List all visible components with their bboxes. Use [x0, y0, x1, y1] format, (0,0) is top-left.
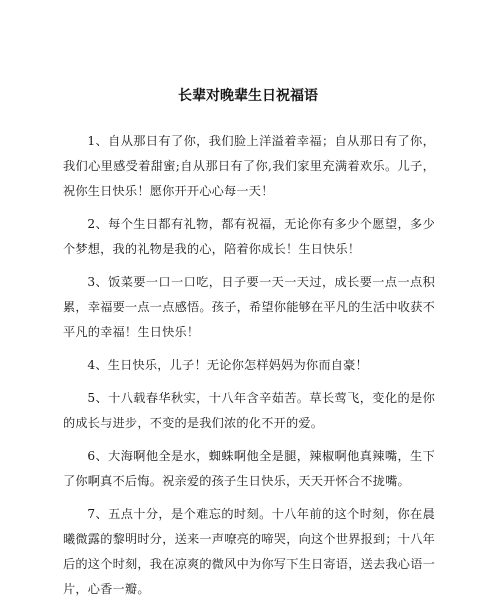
paragraph-2: 2、每个生日都有礼物，都有祝福，无论你有多少个愿望，多少个梦想，我的礼物是我的心，陪着你成长！生日快乐！ — [63, 217, 435, 256]
paragraph-1: 1、自从那日有了你，我们脸上洋溢着幸福；自从那日有了你，我们心里感受着甜蜜;自从那日有了你,我们家里充满着欢乐。儿子，祝你生日快乐！愿你开开心心每一天！ — [63, 134, 435, 198]
paragraph-7: 7、五点十分，是个难忘的时刻。十八年前的这个时刻，你在晨曦微露的黎明时分，送来一声嘹亮的啼哭，向这个世界报到；十八年后的这个时刻，我在凉爽的微风中为你写下生日寄语，送去我心语一片，心香一瓣。 — [63, 507, 435, 596]
paragraph-5: 5、十八载春华秋实，十八年含辛茹苦。草长莺飞，变化的是你的成长与进步，不变的是我们浓的化不开的爱。 — [63, 391, 435, 430]
paragraph-6: 6、大海啊他全是水，蜘蛛啊他全是腿，辣椒啊他真辣嘴，生下了你啊真不后悔。祝亲爱的孩子生日快乐，天天开怀合不拢嘴。 — [63, 449, 435, 488]
document-title: 长辈对晚辈生日祝福语 — [178, 88, 318, 104]
document-body — [63, 129, 435, 610]
paragraph-4: 4、生日快乐，儿子！无论你怎样妈妈为你而自豪！ — [87, 358, 368, 372]
paragraph-3: 3、饭菜要一口一口吃，日子要一天一天过，成长要一点一点积累，幸福要一点一点感悟。孩子，希望你能够在平凡的生活中收获不平凡的幸福！生日快乐！ — [63, 275, 435, 339]
